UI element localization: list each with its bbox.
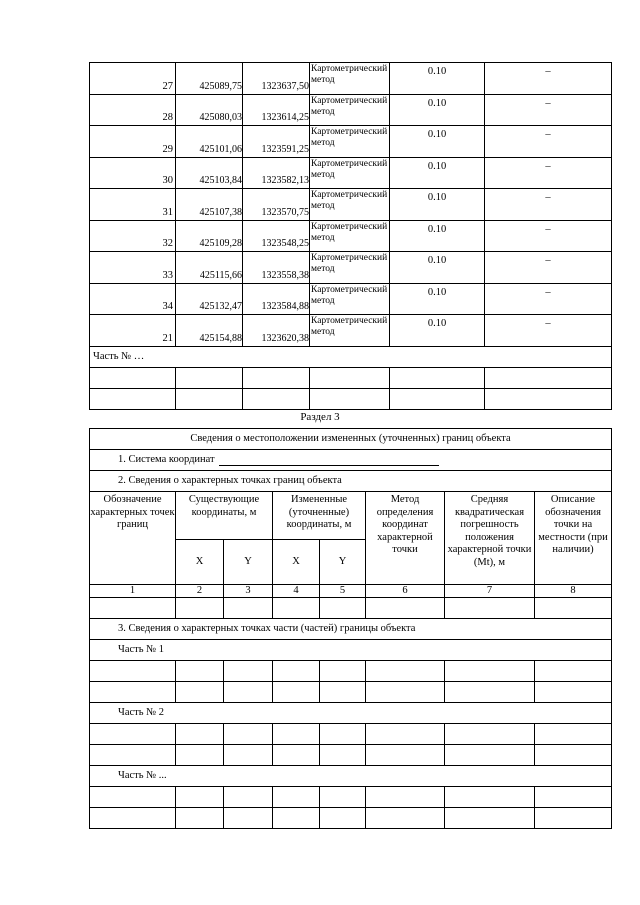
point-x: 425080,03 [176,94,243,126]
empty-cell [366,661,445,682]
empty-row [90,808,612,829]
empty-cell [485,388,612,409]
header-existing-x: X [176,540,224,585]
empty-row [90,367,612,388]
empty-cell [224,787,273,808]
part-1-label: Часть № 1 [90,640,612,661]
empty-row [90,787,612,808]
empty-cell [176,682,224,703]
point-number: 28 [90,94,176,126]
column-number: 5 [320,585,366,598]
empty-cell [535,724,612,745]
empty-cell [445,808,535,829]
header-changed-x: X [273,540,320,585]
section3-heading: Сведения о местоположении измененных (уточненных) границ объекта [90,429,612,450]
point-description: – [485,315,612,347]
empty-row [90,661,612,682]
column-number-row [90,585,612,598]
point-method: Картометрический метод [310,252,390,284]
part-generic-label: Часть № … [90,346,612,367]
empty-cell [320,787,366,808]
point-description: – [485,157,612,189]
point-method: Картометрический метод [310,126,390,158]
empty-cell [320,598,366,619]
point-y: 1323584,88 [243,283,310,315]
empty-cell [224,808,273,829]
point-accuracy: 0.10 [390,189,485,221]
table-row [90,315,612,347]
section3-table [89,428,612,829]
empty-cell [273,808,320,829]
empty-cell [273,745,320,766]
point-number: 32 [90,220,176,252]
empty-cell [310,367,390,388]
empty-cell [535,682,612,703]
table-row [90,126,612,158]
point-method: Картометрический метод [310,315,390,347]
column-number: 8 [535,585,612,598]
point-x: 425154,88 [176,315,243,347]
point-accuracy: 0.10 [390,315,485,347]
empty-cell [366,598,445,619]
header-description: Описание обозначения точки на местности (при наличии) [535,492,612,585]
empty-cell [366,787,445,808]
point-y: 1323637,50 [243,63,310,95]
empty-cell [224,745,273,766]
empty-cell [176,598,224,619]
column-number: 6 [366,585,445,598]
empty-cell [273,598,320,619]
empty-cell [224,598,273,619]
empty-cell [366,724,445,745]
empty-row [90,388,612,409]
empty-cell [445,682,535,703]
empty-cell [224,682,273,703]
empty-cell [445,724,535,745]
empty-cell [390,388,485,409]
point-x: 425132,47 [176,283,243,315]
empty-cell [535,598,612,619]
point-method: Картометрический метод [310,283,390,315]
point-description: – [485,189,612,221]
empty-row [90,745,612,766]
point-description: – [485,252,612,284]
point-description: – [485,63,612,95]
point-x: 425101,06 [176,126,243,158]
empty-cell [320,745,366,766]
coord-system-label: 1. Система координат [118,454,215,465]
table-row [90,189,612,221]
point-x: 425089,75 [176,63,243,95]
point-method: Картометрический метод [310,220,390,252]
empty-cell [273,661,320,682]
empty-cell [224,724,273,745]
table-row [90,157,612,189]
empty-cell [176,367,243,388]
empty-cell [176,745,224,766]
points-heading: 2. Сведения о характерных точках границ объекта [90,471,612,492]
header-method: Метод определения координат характерной точки [366,492,445,585]
empty-cell [243,388,310,409]
point-x: 425109,28 [176,220,243,252]
empty-cell [224,661,273,682]
section-title: Раздел 3 [300,411,340,423]
empty-cell [485,367,612,388]
point-method: Картометрический метод [310,157,390,189]
empty-cell [90,367,176,388]
point-y: 1323558,38 [243,252,310,284]
point-y: 1323591,25 [243,126,310,158]
empty-cell [445,745,535,766]
empty-row [90,724,612,745]
empty-cell [90,388,176,409]
column-number: 2 [176,585,224,598]
table-row [90,94,612,126]
point-accuracy: 0.10 [390,126,485,158]
empty-cell [90,808,176,829]
empty-cell [273,787,320,808]
empty-cell [535,661,612,682]
table-row [90,220,612,252]
column-number: 4 [273,585,320,598]
empty-cell [320,661,366,682]
part-2-label: Часть № 2 [90,703,612,724]
column-number: 1 [90,585,176,598]
point-x: 425107,38 [176,189,243,221]
point-x: 425115,66 [176,252,243,284]
coord-system-row [90,450,612,471]
point-y: 1323614,25 [243,94,310,126]
point-y: 1323570,75 [243,189,310,221]
empty-cell [176,808,224,829]
empty-cell [320,682,366,703]
empty-cell [176,388,243,409]
point-number: 33 [90,252,176,284]
header-accuracy: Средняя квадратическая погрешность положения характерной точки (Mt), м [445,492,535,585]
point-accuracy: 0.10 [390,283,485,315]
header-existing-coords: Существующие координаты, м [176,492,273,540]
empty-cell [90,661,176,682]
header-existing-y: Y [224,540,273,585]
empty-cell [90,724,176,745]
point-method: Картометрический метод [310,63,390,95]
point-description: – [485,220,612,252]
empty-cell [310,388,390,409]
point-number: 29 [90,126,176,158]
point-description: – [485,283,612,315]
point-number: 34 [90,283,176,315]
empty-row [90,598,612,619]
point-method: Картометрический метод [310,189,390,221]
empty-cell [176,724,224,745]
table-row [90,283,612,315]
parts-heading: 3. Сведения о характерных точках части (частей) границы объекта [90,619,612,640]
point-number: 21 [90,315,176,347]
empty-cell [535,808,612,829]
header-changed-coords: Измененные (уточненные) координаты, м [273,492,366,540]
table-row [90,63,612,95]
coord-system-field[interactable] [219,455,439,466]
point-x: 425103,84 [176,157,243,189]
point-description: – [485,94,612,126]
empty-cell [90,787,176,808]
point-number: 30 [90,157,176,189]
point-number: 31 [90,189,176,221]
empty-cell [243,367,310,388]
part-more-label: Часть № ... [90,766,612,787]
column-number: 7 [445,585,535,598]
empty-cell [273,724,320,745]
empty-cell [535,745,612,766]
point-y: 1323548,25 [243,220,310,252]
point-number: 27 [90,63,176,95]
point-y: 1323582,13 [243,157,310,189]
empty-cell [176,661,224,682]
point-accuracy: 0.10 [390,252,485,284]
point-accuracy: 0.10 [390,63,485,95]
empty-cell [445,661,535,682]
table-row [90,252,612,284]
empty-cell [445,787,535,808]
header-changed-y: Y [320,540,366,585]
empty-row [90,682,612,703]
empty-cell [535,787,612,808]
empty-cell [445,598,535,619]
point-method: Картометрический метод [310,94,390,126]
empty-cell [176,787,224,808]
column-number: 3 [224,585,273,598]
point-y: 1323620,38 [243,315,310,347]
point-accuracy: 0.10 [390,157,485,189]
header-designation: Обозначение характерных точек границ [90,492,176,585]
part-row [90,346,612,367]
points-table [89,62,612,410]
point-accuracy: 0.10 [390,220,485,252]
empty-cell [390,367,485,388]
empty-cell [366,745,445,766]
empty-cell [90,598,176,619]
empty-cell [90,745,176,766]
point-accuracy: 0.10 [390,94,485,126]
empty-cell [366,682,445,703]
point-description: – [485,126,612,158]
empty-cell [90,682,176,703]
empty-cell [320,724,366,745]
empty-cell [366,808,445,829]
empty-cell [320,808,366,829]
empty-cell [273,682,320,703]
